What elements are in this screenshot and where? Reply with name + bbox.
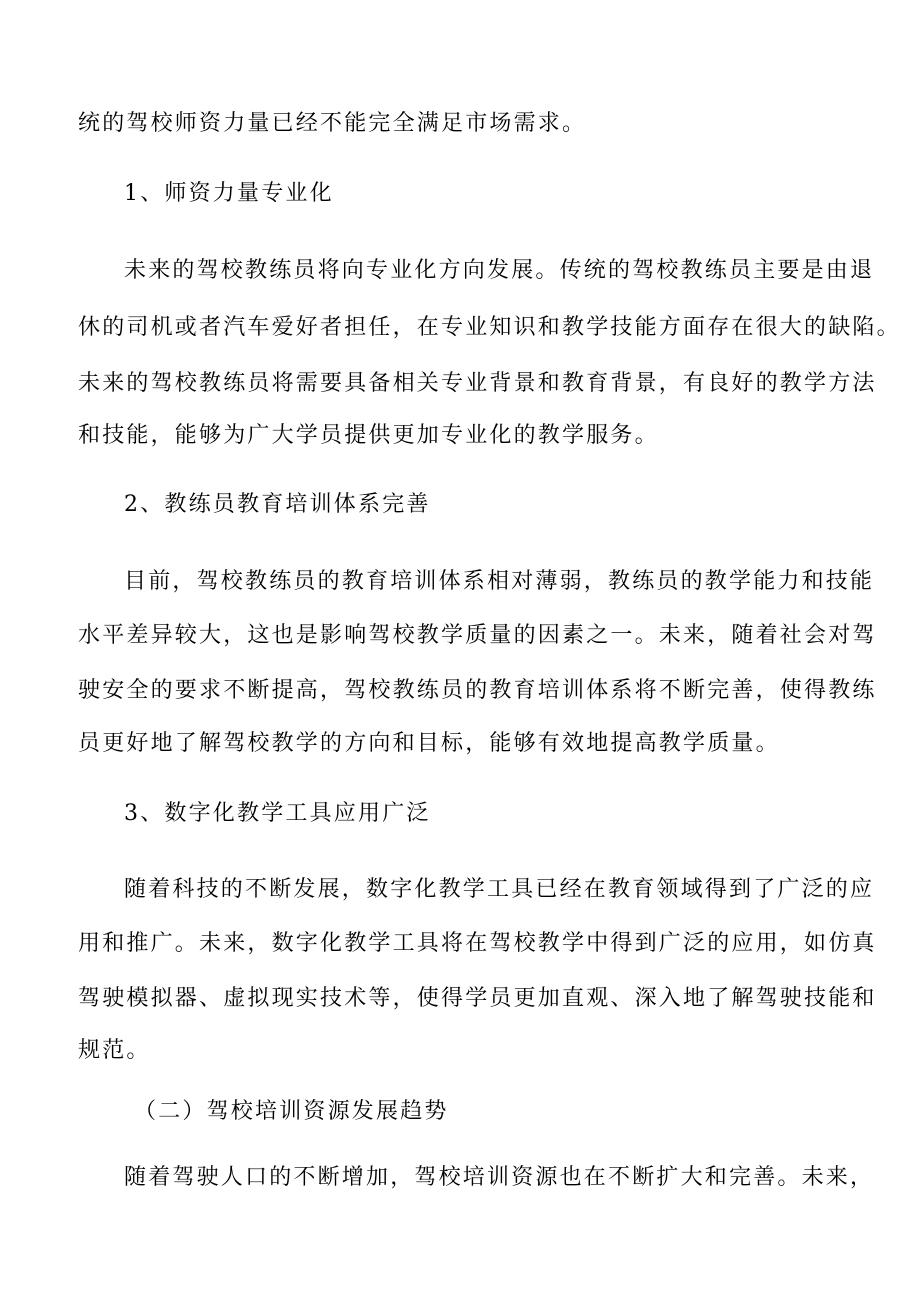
paragraph-3-line-3: 驾驶模拟器、虚拟现实技术等，使得学员更加直观、深入地了解驾驶技能和 — [78, 986, 877, 1011]
paragraph-2-line-4: 员更好地了解驾校教学的方向和目标，能够有效地提高教学质量。 — [78, 731, 780, 756]
paragraph-2-line-3: 驶安全的要求不断提高，驾校教练员的教育培训体系将不断完善，使得教练 — [78, 678, 877, 703]
paragraph-4-line-1: 随着驾驶人口的不断增加，驾校培训资源也在不断扩大和完善。未来， — [124, 1165, 875, 1190]
paragraph-3-line-4: 规范。 — [78, 1038, 151, 1063]
heading-3: 3、数字化教学工具应用广泛 — [124, 801, 431, 826]
paragraph-0-line-1: 统的驾校师资力量已经不能完全满足市场需求。 — [78, 111, 587, 136]
paragraph-1-line-2: 休的司机或者汽车爱好者担任，在专业知识和教学技能方面存在很大的缺陷。 — [78, 315, 901, 340]
paragraph-3-line-2: 用和推广。未来，数字化教学工具将在驾校教学中得到广泛的应用，如仿真 — [78, 931, 877, 956]
paragraph-1-line-4: 和技能，能够为广大学员提供更加专业化的教学服务。 — [78, 423, 659, 448]
paragraph-2-line-1: 目前，驾校教练员的教育培训体系相对薄弱，教练员的教学能力和技能 — [124, 569, 875, 594]
paragraph-1-line-3: 未来的驾校教练员将需要具备相关专业背景和教育背景，有良好的教学方法 — [78, 371, 877, 396]
paragraph-2-line-2: 水平差异较大，这也是影响驾校教学质量的因素之一。未来，随着社会对驾 — [78, 623, 877, 648]
paragraph-1-line-1: 未来的驾校教练员将向专业化方向发展。传统的驾校教练员主要是由退 — [124, 258, 875, 283]
section-heading: （二）驾校培训资源发展趋势 — [134, 1099, 449, 1124]
heading-2: 2、教练员教育培训体系完善 — [124, 492, 431, 517]
heading-1: 1、师资力量专业化 — [124, 181, 334, 206]
paragraph-3-line-1: 随着科技的不断发展，数字化教学工具已经在教育领域得到了广泛的应 — [124, 877, 875, 902]
